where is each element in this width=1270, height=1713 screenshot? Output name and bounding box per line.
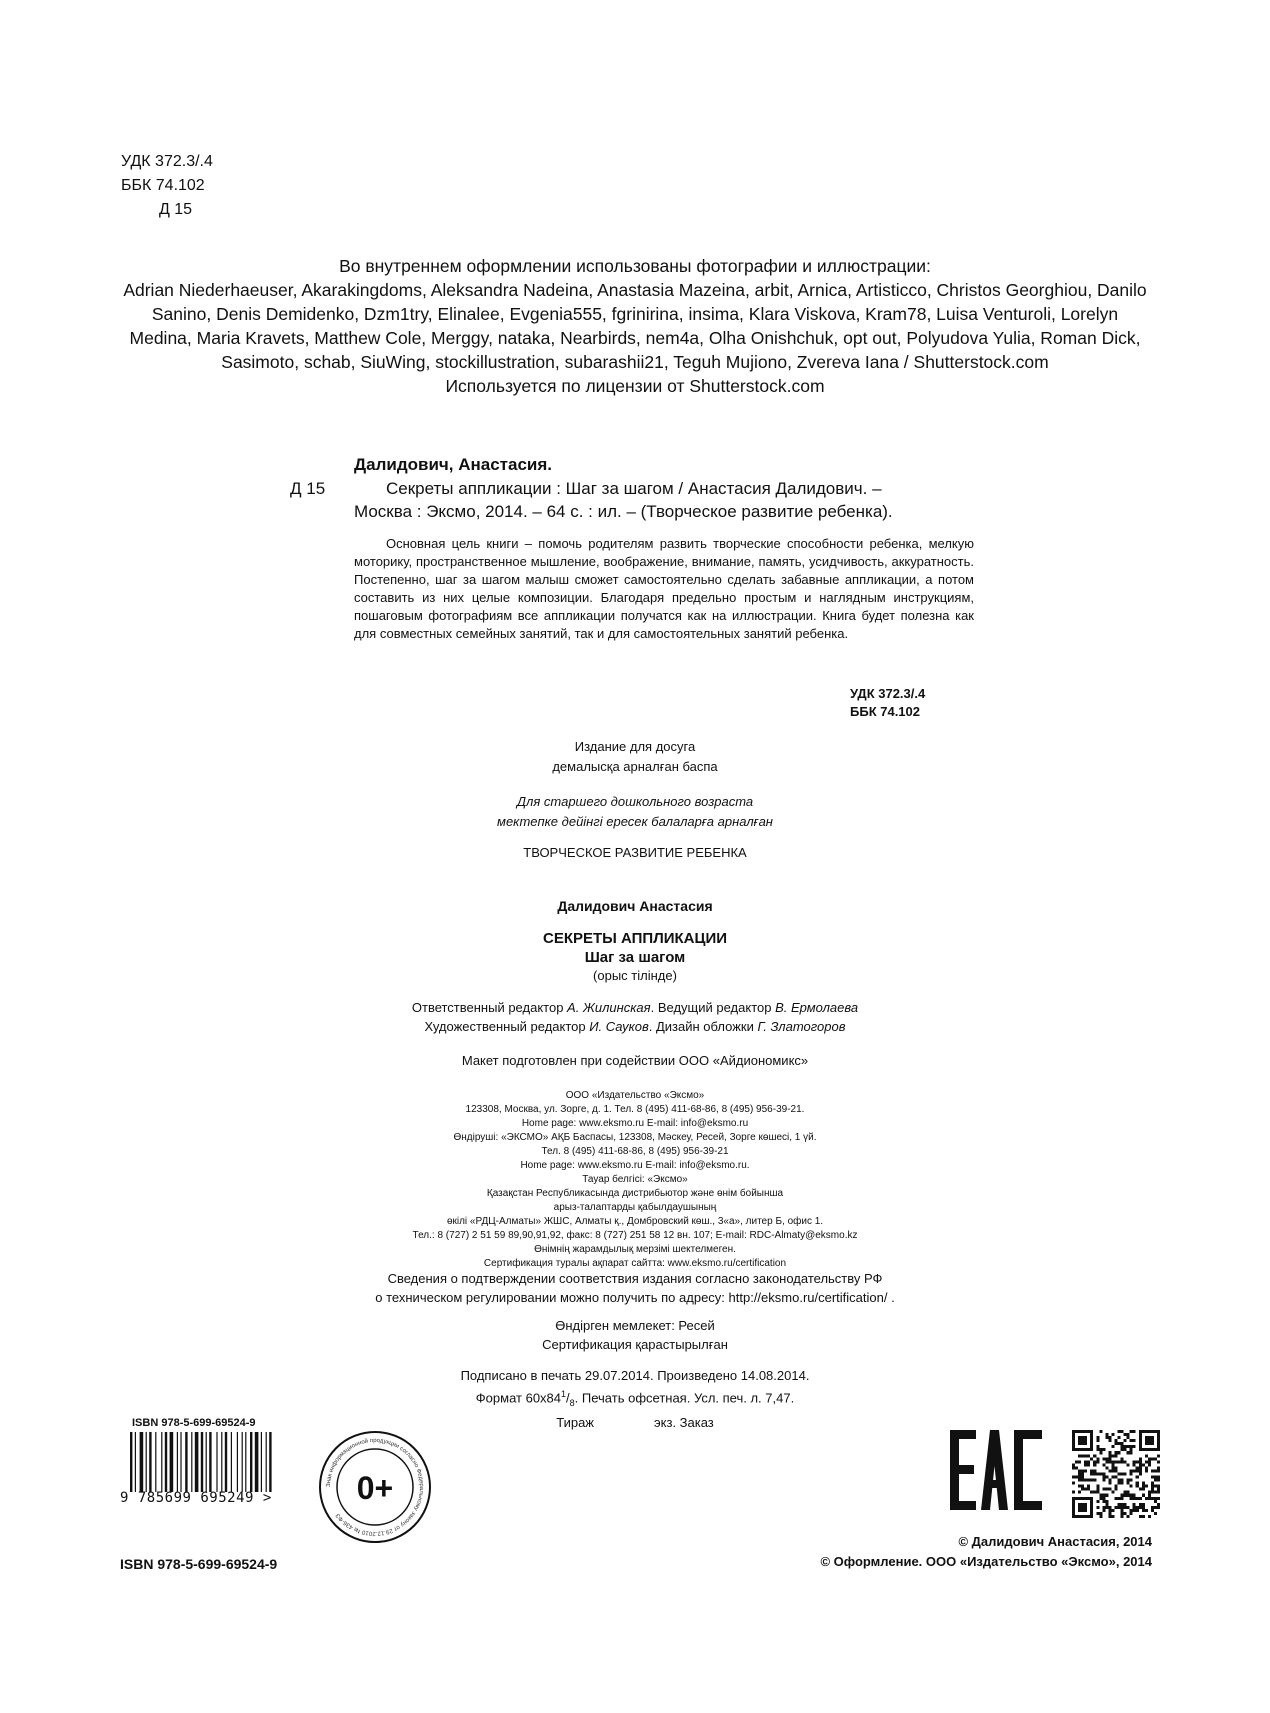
editor-name: А. Жилинская	[567, 1000, 651, 1015]
role-label: . Ведущий редактор	[650, 1000, 776, 1015]
order-label: экз. Заказ	[654, 1414, 714, 1430]
eac-mark-icon	[950, 1430, 1042, 1510]
bib-classification	[850, 685, 974, 721]
bib-publication-line: Москва : Эксмо, 2014. – 64 с. : ил. – (Творческое развитие ребенка).	[354, 502, 893, 521]
certification-line: Сведения о подтверждении соответствия издания согласно законодательству РФ	[387, 1271, 883, 1286]
publisher-info	[325, 1089, 945, 1271]
publisher-line: Тел. 8 (495) 411-68-86, 8 (495) 956-39-21	[541, 1146, 729, 1157]
publisher-line: Тел.: 8 (727) 2 51 59 89,90,91,92, факс: 8 (727) 251 58 12 вн. 107; E-mail: RDC-Almaty@eksmo.kz	[412, 1230, 858, 1241]
barcode	[120, 1417, 290, 1506]
language-note: (орыс тілінде)	[593, 968, 677, 983]
book-title: СЕКРЕТЫ АППЛИКАЦИИ	[542, 930, 728, 947]
publisher-line: Home page: www.eksmo.ru E-mail: info@eksmo.ru	[521, 1118, 749, 1129]
age-group-kz: мектепке дейінгі ересек балаларға арналған	[497, 814, 773, 829]
publication-type-ru: Издание для досуга	[574, 739, 696, 754]
barcode-isbn: ISBN 978-5-699-69524-9	[132, 1417, 256, 1429]
age-rating-badge	[315, 1427, 435, 1547]
author-mark: Д 15	[159, 201, 193, 218]
origin-line: Сертификация қарастырылған	[542, 1337, 728, 1352]
book-subtitle: Шаг за шагом	[584, 949, 686, 966]
publisher-line: ООО «Издательство «Эксмо»	[565, 1090, 705, 1101]
print-format: Формат $60x84^1/_8$. Печать офсетная. Усл. печ. л. 7,47.	[475, 1389, 795, 1408]
format-label: Формат 60x84	[475, 1390, 562, 1406]
role-label: Художественный редактор	[424, 1019, 590, 1034]
isbn: ISBN 978-5-699-69524-9	[120, 1556, 278, 1572]
series-name: ТВОРЧЕСКОЕ РАЗВИТИЕ РЕБЕНКА	[523, 845, 747, 860]
origin-line: Өндірген мемлекет: Ресей	[555, 1318, 715, 1333]
editors-line-2	[325, 1017, 945, 1036]
credits-names: Adrian Niederhaeuser, Akarakingdoms, Aleksandra Nadeina, Anastasia Mazeina, arbit, Arnica, Artisticco, Christos Georghiou, Danilo Sanino, Denis Demidenko, Dzm1try, Elinalee, Evgenia555, fgrinirina, insima, Klara Viskova, Kram78, Luisa Venturoli, Lorelyn Medina, Maria Kravets, Matthew Cole, Merggy, nataka, Nearbirds, nem4a, Olha Onishchuk, opt out, Polyudova Yulia, Roman Dick, Sasimoto, schab, SiuWing, stockillustration, subarashii21, Teguh Mujiono, Zvereva Iana / Shutterstock.com	[123, 280, 1147, 372]
editors-line-1	[325, 998, 945, 1017]
editor-name: В. Ермолаева	[775, 1000, 859, 1015]
layout-note: Макет подготовлен при содействии ООО «Айдиономикс»	[461, 1053, 809, 1068]
publisher-line: арыз-талаптарды қабылдаушының	[553, 1202, 717, 1213]
bib-udk: УДК 372.3/.4	[850, 686, 926, 701]
editors-credits	[325, 998, 945, 1036]
print-dates: Подписано в печать 29.07.2014. Произведено 14.08.2014.	[460, 1368, 810, 1383]
imprint-author: Далидович Анастасия	[557, 898, 713, 914]
print-info	[325, 1366, 945, 1432]
copyright-block	[700, 1532, 1152, 1572]
format-denominator: 8	[569, 1397, 575, 1408]
imprint-title	[325, 929, 945, 967]
role-label: . Дизайн обложки	[648, 1019, 758, 1034]
copyright-design: © Оформление. ООО «Издательство «Эксмо», 2014	[820, 1554, 1152, 1569]
publisher-line: Сертификация туралы ақпарат сайтта: www.eksmo.ru/certification	[483, 1258, 787, 1269]
udk-code: УДК 372.3/.4	[121, 153, 213, 170]
publisher-line: өкілі «РДЦ-Алматы» ЖШС, Алматы қ., Домбровский көш., 3«а», литер Б, офис 1.	[446, 1216, 824, 1227]
certification-info	[325, 1269, 945, 1307]
bib-abstract: Основная цель книги – помочь родителям развить творческие способности ребенка, мелкую моторику, пространственное мышление, воображение, внимание, память, усидчивость, аккуратность. Постепенно, шаг за шагом малыш сможет самостоятельно сделать забавные аппликации, а потом составить из них целые композиции. Благодаря предельно простым и наглядным инструкциям, пошаговым фотографиям все аппликации получатся как на иллюстрации. Книга будет полезна как для совместных семейных занятий, так и для самостоятельных занятий ребенка.	[354, 536, 974, 641]
role-label: Ответственный редактор	[411, 1000, 568, 1015]
bib-title-line: Секреты аппликации : Шаг за шагом / Анастасия Далидович. –	[386, 479, 882, 498]
publication-type-kz: демалысқа арналған баспа	[552, 759, 718, 774]
bib-code: Д 15	[290, 479, 326, 498]
age-group	[325, 792, 945, 832]
illustration-credits	[120, 254, 1150, 398]
barcode-bars-icon	[120, 1432, 290, 1492]
classification-block	[121, 150, 213, 222]
copyright-author: © Далидович Анастасия, 2014	[958, 1534, 1152, 1549]
bib-author: Далидович, Анастасия.	[354, 455, 552, 474]
format-numerator: 1	[561, 1389, 567, 1399]
barcode-digits: 9 785699 695249 >	[120, 1490, 272, 1506]
bbk-code: ББК 74.102	[121, 177, 205, 194]
publisher-line: Өндіруші: «ЭКСМО» АҚБ Баспасы, 123308, Мәскеу, Ресей, Зорге көшесі, 1 үй.	[453, 1132, 817, 1143]
age-badge-ring-text: Знак информационной продукции согласно Федеральному закону от 29.12.2010 № 436-ФЗ	[325, 1437, 425, 1537]
credits-intro: Во внутреннем оформлении использованы фотографии и иллюстрации:	[339, 256, 931, 276]
age-rating: 0+	[356, 1470, 394, 1506]
publisher-line: Home page: www.eksmo.ru E-mail: info@eksmo.ru.	[520, 1160, 750, 1171]
bib-bbk: ББК 74.102	[850, 704, 920, 719]
editor-name: И. Сауков	[589, 1019, 649, 1034]
publisher-line: Қазақстан Республикасында дистрибьютор және өнім бойынша	[486, 1188, 784, 1199]
run-label: Тираж	[556, 1414, 595, 1430]
editor-name: Г. Златогоров	[757, 1019, 846, 1034]
qr-code-icon	[1072, 1430, 1160, 1518]
publication-type	[325, 737, 945, 777]
age-group-ru: Для старшего дошкольного возраста	[516, 794, 754, 809]
publisher-line: 123308, Москва, ул. Зорге, д. 1. Тел. 8 (495) 411-68-86, 8 (495) 956-39-21.	[465, 1104, 805, 1115]
format-details: . Печать офсетная. Усл. печ. л. 7,47.	[574, 1390, 795, 1406]
certification-line: о техническом регулировании можно получить по адресу: http://eksmo.ru/certification/ .	[375, 1290, 895, 1305]
publisher-line: Тауар белгісі: «Эксмо»	[582, 1174, 688, 1185]
credits-license: Используется по лицензии от Shutterstock.com	[445, 376, 825, 396]
origin-info	[325, 1316, 945, 1354]
publisher-line: Өнімнің жарамдылық мерзімі шектелмеген.	[534, 1244, 736, 1255]
